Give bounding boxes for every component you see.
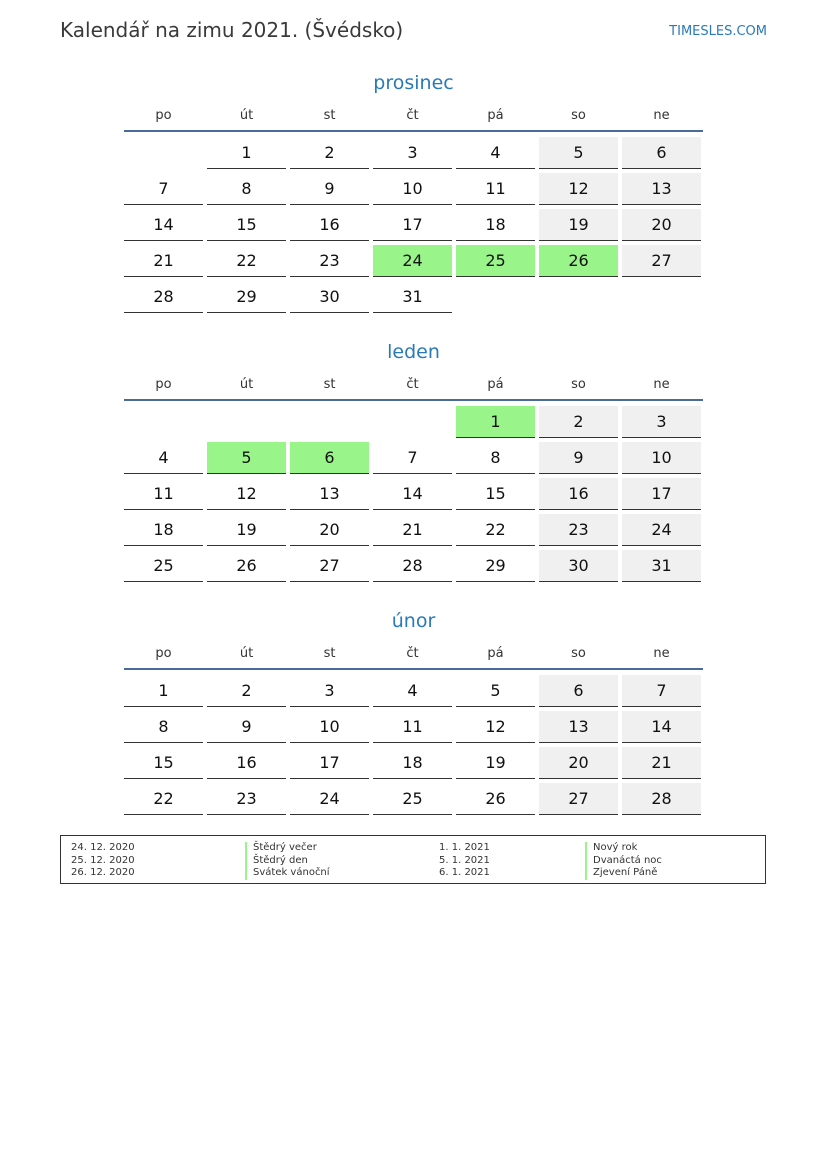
day-cell: 19 [207,514,286,546]
weekday-label: út [239,108,254,123]
week-row [124,747,703,783]
day-cell: 22 [456,514,535,546]
week-row [124,442,703,478]
day-cell: 19 [539,209,618,241]
day-cell: 1 [124,675,203,707]
weekday-label: čt [406,108,419,123]
legend-holiday-name: Svátek vánoční [245,867,330,880]
month-february [124,609,703,819]
day-cell: 4 [373,675,452,707]
day-cell: 1 [207,137,286,169]
day-cell: 9 [207,711,286,743]
page-title: Kalendář na zimu 2021. (Švédsko) [60,18,404,42]
day-cell: 22 [207,245,286,277]
week-row [124,675,703,711]
day-cell: 13 [290,478,369,510]
day-cell: 18 [373,747,452,779]
weeks-grid [124,406,703,586]
legend-holiday-name: Štědrý večer [245,842,330,855]
weekday-label: pá [487,646,504,661]
day-cell: 12 [539,173,618,205]
day-cell: 28 [124,281,203,313]
weekday-header [124,106,703,132]
weeks-grid [124,675,703,819]
day-cell: 12 [456,711,535,743]
week-row [124,245,703,281]
day-cell: 11 [373,711,452,743]
day-cell: 6 [290,442,369,474]
day-cell: 23 [207,783,286,815]
legend-names-right [585,842,662,880]
day-cell: 17 [290,747,369,779]
day-cell: 28 [373,550,452,582]
day-cell: 3 [622,406,701,438]
site-link[interactable]: TIMESLES.COM [669,24,767,39]
weekday-label: ne [653,108,670,123]
day-cell: 2 [290,137,369,169]
month-name: leden [387,341,440,363]
day-cell: 20 [290,514,369,546]
weekday-label: st [323,108,336,123]
day-cell: 27 [539,783,618,815]
week-row [124,711,703,747]
legend-date: 24. 12. 2020 [71,842,135,853]
weekday-label: ne [653,377,670,392]
legend-holiday-name: Zjevení Páně [585,867,662,880]
weekday-header [124,644,703,670]
day-cell: 27 [622,245,701,277]
day-cell: 8 [124,711,203,743]
weekday-label: st [323,646,336,661]
day-cell: 23 [539,514,618,546]
day-cell: 11 [124,478,203,510]
week-row [124,514,703,550]
weekday-label: po [155,108,172,123]
legend-date: 25. 12. 2020 [71,854,135,866]
day-cell: 7 [124,173,203,205]
day-cell: 6 [622,137,701,169]
weekday-label: so [571,377,586,392]
day-cell: 19 [456,747,535,779]
weekday-label: čt [406,377,419,392]
day-cell: 9 [539,442,618,474]
weekday-label: pá [487,108,504,123]
day-cell: 26 [539,245,618,277]
week-row [124,478,703,514]
day-cell: 24 [373,245,452,277]
weekday-label: st [323,377,336,392]
day-cell: 15 [456,478,535,510]
day-cell: 30 [290,281,369,313]
week-row [124,209,703,245]
week-row [124,281,703,317]
day-cell: 20 [539,747,618,779]
day-cell: 10 [622,442,701,474]
day-cell: 17 [373,209,452,241]
day-cell: 2 [539,406,618,438]
day-cell: 13 [539,711,618,743]
month-january [124,340,703,586]
day-cell: 12 [207,478,286,510]
weekday-label: pá [487,377,504,392]
day-cell: 16 [539,478,618,510]
weeks-grid [124,137,703,317]
day-cell: 7 [373,442,452,474]
day-cell: 10 [290,711,369,743]
weekday-label: po [155,377,172,392]
day-cell: 24 [290,783,369,815]
day-cell: 11 [456,173,535,205]
day-cell: 23 [290,245,369,277]
legend-names-left [245,842,330,880]
day-cell: 28 [622,783,701,815]
legend-date: 26. 12. 2020 [71,867,135,878]
day-cell: 3 [373,137,452,169]
day-cell: 8 [456,442,535,474]
empty-day-cell [124,406,203,437]
legend-holiday-name: Nový rok [585,842,662,855]
day-cell: 2 [207,675,286,707]
day-cell: 4 [456,137,535,169]
day-cell: 1 [456,406,535,438]
empty-day-cell [456,281,535,312]
day-cell: 16 [207,747,286,779]
day-cell: 18 [124,514,203,546]
day-cell: 17 [622,478,701,510]
month-december [124,71,703,317]
day-cell: 14 [373,478,452,510]
day-cell: 6 [539,675,618,707]
day-cell: 25 [124,550,203,582]
legend-dates-left [71,842,135,880]
weekday-label: so [571,108,586,123]
day-cell: 4 [124,442,203,474]
weekday-label: čt [406,646,419,661]
day-cell: 31 [373,281,452,313]
legend-date: 5. 1. 2021 [439,854,490,866]
empty-day-cell [124,137,203,168]
weekday-label: so [571,646,586,661]
day-cell: 25 [373,783,452,815]
day-cell: 20 [622,209,701,241]
week-row [124,406,703,442]
day-cell: 15 [207,209,286,241]
day-cell: 7 [622,675,701,707]
day-cell: 22 [124,783,203,815]
day-cell: 8 [207,173,286,205]
week-row [124,783,703,819]
day-cell: 3 [290,675,369,707]
day-cell: 21 [124,245,203,277]
day-cell: 15 [124,747,203,779]
day-cell: 30 [539,550,618,582]
day-cell: 29 [207,281,286,313]
empty-day-cell [373,406,452,437]
day-cell: 18 [456,209,535,241]
day-cell: 13 [622,173,701,205]
legend-date: 6. 1. 2021 [439,867,490,878]
day-cell: 25 [456,245,535,277]
day-cell: 26 [207,550,286,582]
day-cell: 16 [290,209,369,241]
empty-day-cell [539,281,618,312]
day-cell: 24 [622,514,701,546]
day-cell: 21 [622,747,701,779]
weekday-header [124,375,703,401]
weekday-label: po [155,646,172,661]
day-cell: 26 [456,783,535,815]
legend-holiday-name: Štědrý den [245,855,330,868]
month-name: únor [391,610,436,632]
empty-day-cell [207,406,286,437]
day-cell: 5 [539,137,618,169]
day-cell: 14 [622,711,701,743]
empty-day-cell [622,281,701,312]
day-cell: 5 [456,675,535,707]
day-cell: 29 [456,550,535,582]
day-cell: 9 [290,173,369,205]
day-cell: 27 [290,550,369,582]
weekday-label: ne [653,646,670,661]
holiday-legend [60,835,766,884]
day-cell: 10 [373,173,452,205]
weekday-label: út [239,377,254,392]
legend-date: 1. 1. 2021 [439,842,490,853]
week-row [124,550,703,586]
week-row [124,173,703,209]
day-cell: 14 [124,209,203,241]
weekday-label: út [239,646,254,661]
month-name: prosinec [373,72,454,94]
legend-holiday-name: Dvanáctá noc [585,855,662,868]
empty-day-cell [290,406,369,437]
day-cell: 21 [373,514,452,546]
day-cell: 31 [622,550,701,582]
day-cell: 5 [207,442,286,474]
legend-dates-right [439,842,490,880]
week-row [124,137,703,173]
